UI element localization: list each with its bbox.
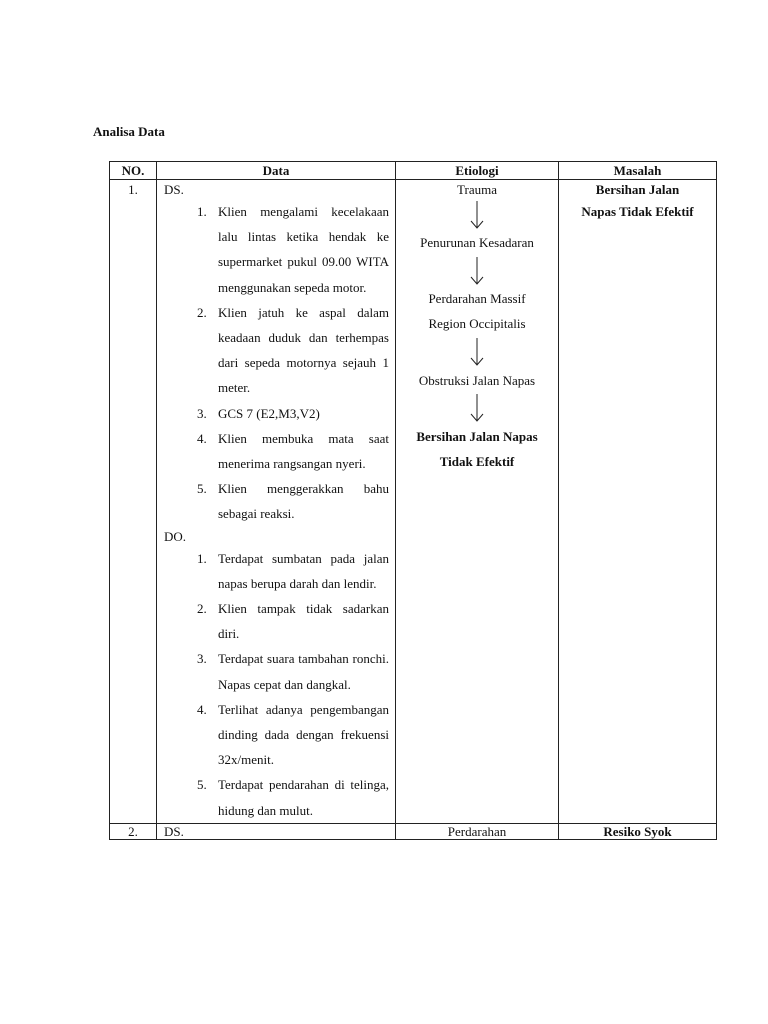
arrow-down-icon (470, 337, 484, 368)
table-row (110, 180, 717, 824)
etiologi-step: Perdarahan (447, 823, 507, 839)
etiologi-result: Bersihan Jalan Napas Tidak Efektif (416, 428, 538, 470)
list-item: 2. Klien jatuh ke aspal dalam keadaan duduk dan terhempas dari sepeda motornya sejauh 1 meter. (210, 300, 389, 401)
header-masalah: Masalah (559, 162, 717, 180)
ds-list (164, 199, 389, 527)
arrow-down-icon (470, 199, 484, 230)
etiologi-step: Perdarahan Massif Region Occipitalis (428, 291, 526, 332)
row-number: 1. (110, 180, 157, 824)
header-data: Data (157, 162, 396, 180)
list-item: 5. Terdapat pendarahan di telinga, hidung dan mulut. (210, 772, 389, 822)
ds-label: DS. (164, 182, 184, 197)
page-title: Analisa Data (93, 124, 165, 139)
etiologi-step: Obstruksi Jalan Napas (418, 372, 536, 388)
etiologi-step: Trauma (457, 182, 497, 197)
list-item: 1. Terdapat sumbatan pada jalan napas berupa darah dan lendir. (210, 546, 389, 596)
masalah-cell (559, 823, 717, 839)
etiologi-step: Penurunan Kesadaran (420, 235, 534, 250)
do-label: DO. (164, 528, 187, 544)
list-item: 3. Terdapat suara tambahan ronchi. Napas cepat dan dangkal. (210, 646, 389, 696)
table-row (110, 823, 717, 839)
masalah-text: Bersihan Jalan (595, 182, 680, 197)
masalah-text: Napas Tidak Efektif (581, 204, 694, 219)
list-item: 1. Klien mengalami kecelakaan lalu lintas ketika hendak ke supermarket pukul 09.00 WITA menggunakan sepeda motor. (210, 199, 389, 300)
do-list (164, 546, 389, 823)
masalah-text: Resiko Syok (603, 823, 672, 839)
table-header-row (110, 162, 717, 180)
list-item: 4. Klien membuka mata saat menerima rangsangan nyeri. (210, 426, 389, 476)
row-number: 2. (110, 823, 157, 839)
etiologi-cell (396, 180, 559, 824)
list-item: 4. Terlihat adanya pengembangan dinding dada dengan frekuensi 32x/menit. (210, 697, 389, 773)
data-cell (157, 823, 396, 839)
list-item: 5. Klien menggerakkan bahu sebagai reaksi. (210, 476, 389, 526)
masalah-cell (559, 180, 717, 824)
arrow-down-icon (470, 393, 484, 424)
etiologi-cell (396, 823, 559, 839)
data-cell (157, 180, 396, 824)
ds-label: DS. (164, 823, 184, 839)
arrow-down-icon (470, 255, 484, 286)
list-item: 3. GCS 7 (E2,M3,V2) (210, 401, 389, 426)
list-item: 2. Klien tampak tidak sadarkan diri. (210, 596, 389, 646)
header-etiologi: Etiologi (396, 162, 559, 180)
analysis-table (109, 161, 717, 840)
header-no: NO. (110, 162, 157, 180)
